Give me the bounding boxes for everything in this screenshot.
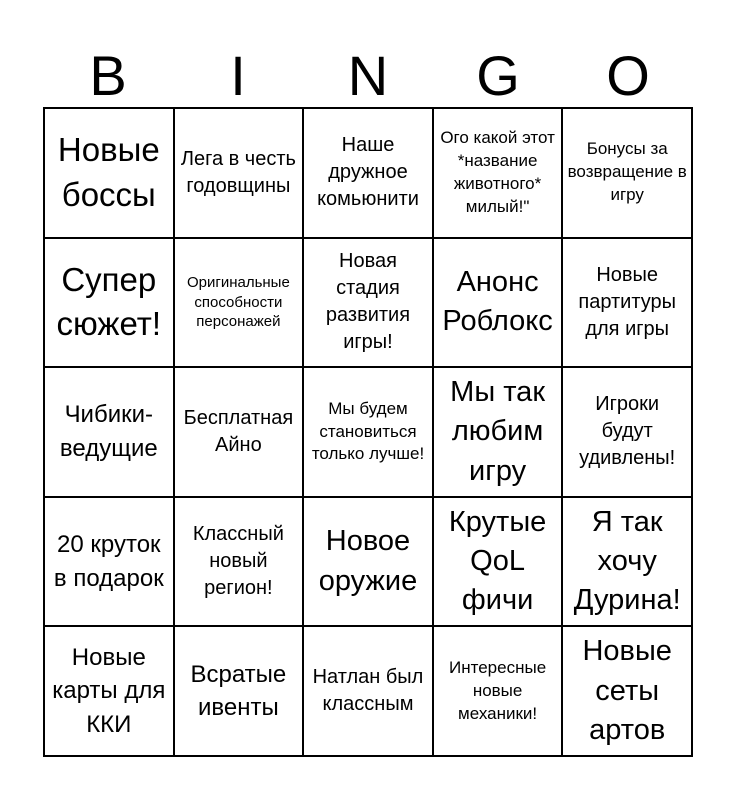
cell-text: Новые карты для ККИ: [52, 643, 166, 738]
cell-text: Мы так любим игру: [450, 376, 546, 487]
cell-text: Чибики-ведущие: [59, 401, 158, 462]
bingo-cell[interactable]: [44, 367, 174, 497]
cell-text: Супер сюжет!: [56, 260, 162, 343]
header-letter-n: N: [347, 44, 389, 107]
cell-text: Натлан был классным: [312, 666, 424, 716]
bingo-cell[interactable]: [44, 497, 174, 627]
bingo-cell[interactable]: [174, 108, 304, 238]
bingo-grid: [43, 107, 693, 757]
cell-text: Классный новый регион!: [192, 523, 284, 600]
cell-text: Новые боссы: [57, 131, 160, 213]
bingo-cell[interactable]: [303, 108, 433, 238]
bingo-cell[interactable]: [44, 108, 174, 238]
bingo-cell[interactable]: [433, 238, 563, 368]
cell-text: Ого какой этот *название животного* милый!": [440, 127, 555, 216]
cell-text: Мы будем становиться только лучше!: [311, 398, 425, 464]
bingo-cell[interactable]: [303, 238, 433, 368]
cell-text: Новая стадия развития игры!: [325, 250, 411, 354]
cell-text: Интересные новые механики!: [449, 657, 547, 723]
header-letter-i: I: [230, 44, 246, 107]
cell-text: Анонс Роблокс: [442, 266, 553, 338]
cell-text: Новые сеты артов: [582, 635, 672, 746]
bingo-cell[interactable]: [433, 108, 563, 238]
cell-text: Новые партитуры для игры: [578, 263, 677, 340]
cell-text: Бонусы за возвращение в игру: [567, 139, 687, 205]
cell-text: Новое оружие: [318, 525, 418, 597]
cell-text: Игроки будут удивлены!: [579, 393, 676, 470]
cell-text: Бесплатная Айно: [183, 406, 294, 456]
bingo-cell[interactable]: [174, 626, 304, 756]
cell-text: Наше дружное комьюнити: [317, 134, 419, 211]
bingo-cell[interactable]: [433, 626, 563, 756]
header-letter-b: B: [89, 44, 127, 107]
bingo-cell[interactable]: [433, 497, 563, 627]
bingo-cell[interactable]: [174, 497, 304, 627]
bingo-cell[interactable]: [562, 108, 692, 238]
cell-text: Всратые ивенты: [190, 660, 287, 722]
bingo-cell[interactable]: [44, 626, 174, 756]
cell-text: Лега в честь годовщины: [180, 147, 296, 197]
bingo-cell[interactable]: [44, 238, 174, 368]
header-letter-o: O: [606, 44, 650, 107]
cell-text: 20 круток в подарок: [53, 531, 164, 592]
bingo-cell[interactable]: [562, 497, 692, 627]
header-letter-g: G: [476, 44, 520, 107]
bingo-cell[interactable]: [433, 367, 563, 497]
bingo-cell[interactable]: [303, 626, 433, 756]
bingo-cell[interactable]: [174, 238, 304, 368]
cell-text: Я так хочу Дурина!: [573, 505, 681, 617]
bingo-header: [43, 44, 693, 108]
bingo-cell[interactable]: [303, 367, 433, 497]
bingo-cell[interactable]: [303, 497, 433, 627]
cell-text: Оригинальные способности персонажей: [186, 274, 290, 331]
cell-text: Крутые QoL фичи: [448, 505, 547, 617]
bingo-cell[interactable]: [562, 367, 692, 497]
bingo-cell[interactable]: [174, 367, 304, 497]
bingo-cell[interactable]: [562, 626, 692, 756]
bingo-cell[interactable]: [562, 238, 692, 368]
